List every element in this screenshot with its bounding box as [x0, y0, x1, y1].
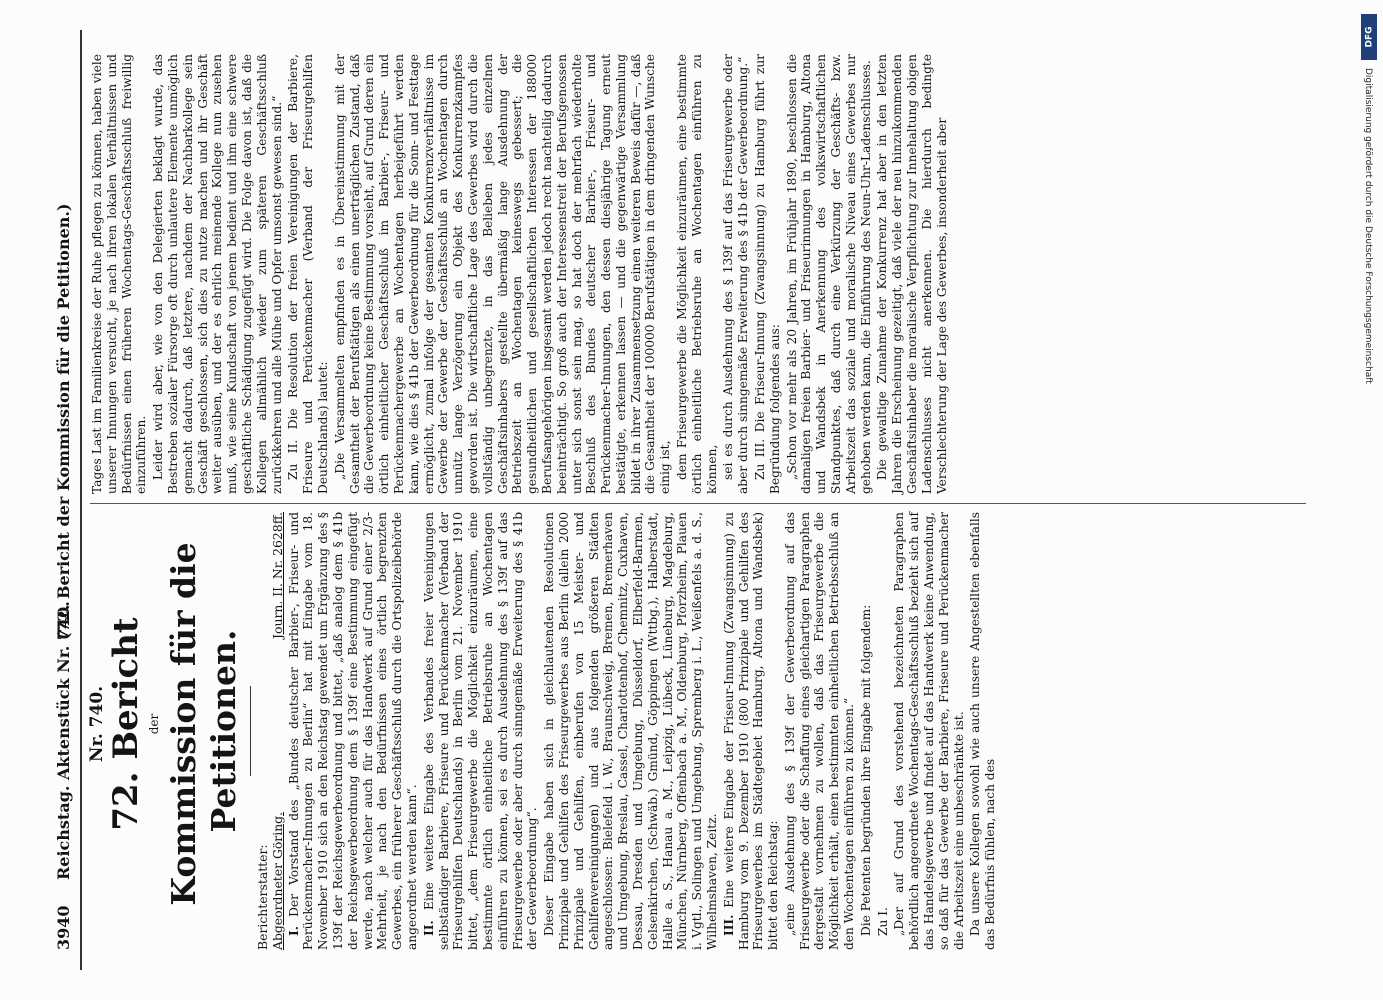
header-left: Reichstag. Aktenstück Nr. 740. — [54, 601, 73, 880]
section-label: II. — [421, 920, 436, 936]
title-der: der — [146, 713, 161, 735]
paragraph-text: „Schon vor mehr als 20 Jahren, im Frühjahr 1890, beschlossen die damaligen freien Barbier- und Friseurinnungen in Hamburg, Altona und Wandsbek in Anerkennung des volkswirtschaftlichen Standpunktes, daß durch eine Verkürzung der Geschäfts- bzw. Arbeitszeit das soziale und moralische Niveau eines Gewerbes nur gehoben werden kann, die Einführung des Neun-Uhr-Ladenschlusses. — [784, 54, 873, 494]
page-number: 3940 — [54, 905, 73, 950]
title-block — [87, 512, 251, 950]
reporter-label: Berichterstatter: — [254, 844, 270, 950]
paragraph-text: Der Vorstand des „Bundes deutscher Barbier-, Friseur- und Perückenmacher-Innungen zu Berlin“ hat mit Eingabe vom 18. November 1910 sich an den Reichstag gewendet um Ergänzung des § 139f der Reichsgewerbeordnung und bittet, „daß analog dem § 41b der Reichsgewerbeordnung dem § 139f eine Bestimmung eingefügt werde, nach welcher auch für das Handwerk auf Grund einer 2/3-Mehrheit, je nach den Bedürfnissen eines örtlich begrenzten Gewerbes, ein früherer Geschäftsschluß durch die Ortspolizeibehörde angeordnet werden kann“. — [286, 512, 419, 950]
paragraph-text: dem Friseurgewerbe die Möglichkeit einzuräumen, eine bestimmte örtlich einheitliche Betriebsruhe an Wochentagen einführen zu können, — [675, 54, 719, 494]
reporter-block — [255, 812, 285, 950]
paragraph-text: Die Petenten begründen ihre Eingabe mit folgendem: — [858, 604, 873, 936]
document-number: Nr. 740. — [87, 685, 107, 763]
paragraph-text: Dieser Eingabe haben sich in gleichlautenden Resolutionen Prinzipale und Gehilfen des Friseurgewerbes aus Berlin (allein 2000 Prinzipale und Gehilfen, einberufen von 15 Meister- und Gehilfenvereinigungen) und aus folgenden größeren Städten angeschlossen: Bielefeld i. W., Braunschweig, Bremen, Bremerhaven und Umgebung, Breslau, Cassel, Charlottenhof, Chemnitz, Cuxhaven, Dessau, Dresden und Umgebung, Düsseldorf, Elberfeld-Barmen, Gelsenkirchen, (Schwäb.) Gmünd, Göppingen (Wttbg.), Halberstadt, Halle a. S., Hanau a. M., Leipzig, Lübeck, Lüneburg, Magdeburg, München, Nürnberg, Offenbach a. M., Oldenburg, Pforzheim, Plauen i. Vgtl., Solingen und Umgebung, Spremberg i. L., Weißenfels a. d. S., Wilhelmshaven, Zeitz. — [542, 512, 719, 950]
digitization-note: Digitalisierung gefördert durch die Deutsche Forschungsgemeinschaft — [1363, 68, 1373, 384]
dfg-logo — [1361, 14, 1377, 60]
paragraph-ii — [422, 512, 540, 950]
reporter-name: Abgeordneter Göring. — [269, 811, 285, 950]
section-label: I. — [286, 926, 301, 936]
digitization-sidebar — [1359, 14, 1379, 794]
rotated-page — [50, 30, 1320, 970]
reporter-line — [255, 512, 285, 950]
title-rule — [250, 686, 251, 776]
paragraph-zu-i — [876, 512, 891, 950]
paragraph-text: sei es durch Ausdehnung des § 139f auf das Friseurgewerbe oder aber durch sinngemäße Erweiterung des § 41b der Gewerbeordnung.“ — [721, 54, 751, 494]
paragraph-text: „Die Versammelten empfinden es in Übereinstimmung mit der Gesamtheit der Berufstätigen als einen unerträglichen Zustand, daß die Gewerbeordnung keine Bestimmung vorsieht, auf Grund deren ein örtlich einheitlicher Geschäftsschluß im Barbier-, Friseur- und Perückenmachergewerbe an Wochentagen herbeigeführt werden kann, wie dies § 41b der Gewerbeordnung für die Sonn- und Festtage ermöglicht, zumal infolge der gesamten Konkurrenzverhältnisse im Gewerbe der Gewerbe der Geschäftsschluß an Wochentagen durch unnütz lange Verzögerung ein Objekt des Konkurrenzkampfes geworden ist. Die wirtschaftliche Lage des Gewerbes wird durch die vollständig unbegrenzte, in das Belieben jedes einzelnen Geschäftsinhabers gestellte übermäßig lange Ausdehnung der Betriebszeit an Wochentagen keineswegs gebessert; die gesundheitlichen und gesellschaftlichen Interessen der 188000 Berufsangehörigen insgesamt werden jedoch recht nachteilig dadurch beeinträchtigt. So groß auch der Interessenstreit der Berufsgenossen unter sich sonst sein mag, so hat doch der mehrfach wiederholte Beschluß des Bundes deutscher Barbier-, Friseur- und Perückenmacher-Innungen, den dessen diesjährige Tagung erneut bestätigte, erkennen lassen — und die gegenwärtige Versammlung bildet in ihrer Zusammensetzung einen weiteren Beweis dafür —, daß die Gesamtheit der 100000 Berufstätigen in dem dringenden Wunsche einig ist, — [332, 54, 673, 494]
report-title: 72. Bericht — [105, 617, 146, 831]
paragraph-text: Da unsere Kollegen sowohl wie auch unsere Angestellten ebenfalls das Bedürfnis fühlen, nach des — [968, 512, 998, 950]
right-column — [90, 54, 1310, 494]
paragraph-text: „eine Ausdehnung des § 139f der Gewerbeordnung auf das Friseurgewerbe oder die Schaffung eines gleichartigen Paragraphen dergestalt vornehmen zu wollen, daß das Friseurgewerbe die Möglichkeit erhält, einen bestimmten einheitlichen Betriebsschluß an den Wochentagen einführen zu können.“ — [782, 512, 857, 950]
paragraph-i — [287, 512, 420, 950]
paragraph-zu-ii — [286, 54, 330, 494]
paragraph-text: Die Resolution der freien Vereinigungen der Barbiere, Friseure und Perückenmacher (Verband der Friseurgehilfen Deutschlands) lautet: — [286, 53, 330, 494]
section-label: III. — [721, 914, 736, 936]
column-divider — [90, 503, 1306, 504]
left-column — [87, 511, 1310, 950]
header-right: (72. Bericht der Kommission für die Petitionen.) — [54, 203, 73, 640]
paragraph-iii — [722, 512, 781, 950]
paragraph-text: Eine weitere Eingabe des Verbandes freier Vereinigungen selbständiger Barbiere, Friseure und Perückenmacher (Verband der Friseurgehilfen Deutschlands) in Berlin vom 21. November 1910 bittet, „dem Friseurgewerbe die Möglichkeit einzuräumen, eine bestimmte örtlich einheitliche Betriebsruhe an Wochentagen einführen zu können, sei es durch Ausdehnung des § 139f auf das Friseurgewerbe oder aber durch sinngemäße Erweiterung des § 41b der Gewerbeordnung“. — [421, 511, 540, 950]
dfg-logo-text: DFG — [1364, 26, 1375, 48]
section-label: Zu I. — [875, 907, 890, 936]
paragraph-text: Die Friseur-Innung (Zwangsinnung) zu Hamburg führt zur Begründung folgendes aus: — [753, 53, 782, 494]
paragraph-text: Leider wird aber, wie von den Delegierten beklagt wurde, das Bestreben sozialer Fürsorge oft durch unlautere Elemente unmöglich gemacht dadurch, daß letztere, nachdem der Nachbarkollege sein Geschäft geschlossen, sich dies zu nutze machen und ihr Geschäft weiter ausüben, und der es ehrlich meinende Kollege nun zusehen muß, wie seine Kundschaft von jenem bedient und ihm eine schwere geschäftliche Schädigung zugefügt wird. Die Folge davon ist, daß die Kollegen allmählich wieder zum späteren Geschäftsschluß zurückkehren und alle Mühe und Opfer umsonst gewesen sind.“ — [151, 54, 284, 494]
section-label: Zu III. — [753, 438, 768, 480]
running-header — [54, 50, 88, 950]
paragraph-text: Tages Last im Familienkreise der Ruhe pflegen zu können, haben viele unserer Innungen versucht, je nach ihren lokalen Verhältnissen und Bedürfnissen einen früheren Wochentags-Geschäftsschluß freiwillig einzuführen. — [90, 54, 149, 494]
commission-title: Kommission für die Petitionen. — [163, 542, 243, 906]
paragraph-text: „Der auf Grund des vorstehend bezeichneten Paragraphen behördlich angeordnete Wochentags-Geschäftsschluß bezieht sich auf das Handelsgewerbe und findet auf das Handwerk keine Anwendung, so daß für das Gewerbe der Barbiere, Friseure und Perückenmacher die Arbeitszeit eine unbeschränkte ist. — [892, 512, 966, 950]
section-label: Zu II. — [286, 439, 301, 480]
header-rule — [80, 30, 82, 970]
paragraph-zu-iii — [753, 54, 783, 494]
journal-reference: Journ. II. Nr. 2628ff. — [269, 512, 285, 639]
paragraph-text: Die gewaltige Zunahme der Konkurrenz hat aber in den letzten Jahren die Erscheinung gezeitigt, daß viele der neu hinzukommenden Geschäftsinhaber die moralische Verpflichtung zur Innehaltung obigen Ladenschlusses nicht anerkennen. Die hierdurch bedingte Verschlechterung der Lage des Gewerbes, insonderheit aber — [875, 54, 949, 494]
paragraph-text: Eine weitere Eingabe der Friseur-Innung (Zwangsinnung) zu Hamburg vom 9. Dezember 1910 (800 Prinzipale und Gehilfen des Friseurgewerbes im Städtegebiet Hamburg, Altona und Wandsbek) bittet den Reichstag: — [721, 512, 781, 950]
